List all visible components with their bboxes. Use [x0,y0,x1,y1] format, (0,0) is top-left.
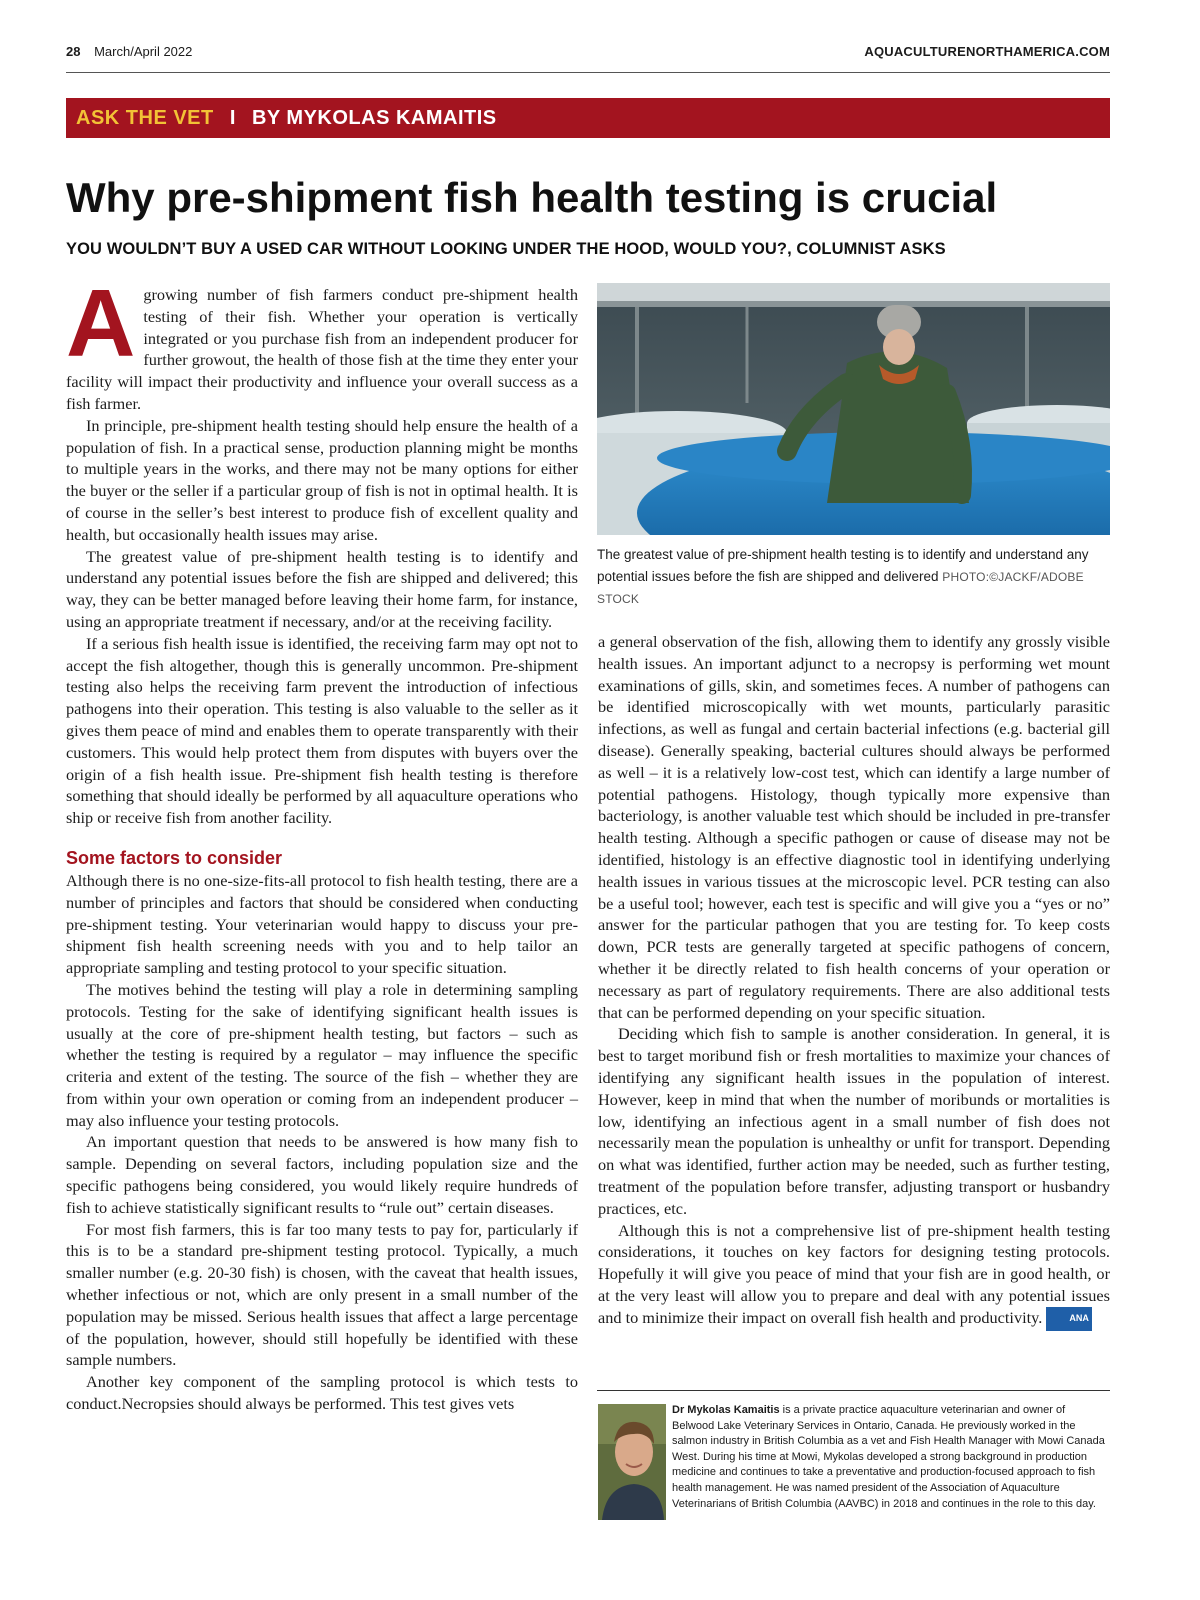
running-header [66,44,1110,73]
final-paragraph-text: Although this is not a comprehensive list of pre-shipment health testing considerations, it touches on key factors for designing testing protocols. Hopefully it will give you peace of mind that your fish are in good health, or at the very least will allow you to prepare and deal with any potential issues and to minimize their impact on overall fish health and productivity. [598,1220,1110,1327]
paragraph: Although there is no one-size-fits-all protocol to fish health testing, there are a number of principles and factors that should be considered when conducting pre-shipment testing. Your veterinarian would happy to discuss your pre-shipment fish health screening needs with you and to help tailor an appropriate sampling and testing protocol to your specific situation. [66,870,578,978]
fish-tank-photo-illustration [597,283,1110,535]
article-deck: YOU WOULDN’T BUY A USED CAR WITHOUT LOOKING UNDER THE HOOD, WOULD YOU?, COLUMNIST ASKS [66,240,946,258]
caption-text: The greatest value of pre-shipment health testing is to identify and understand any potential issues before the fish are shipped and delivered [597,547,1089,584]
site-url: AQUACULTURENORTHAMERICA.COM [864,44,1110,59]
paragraph: Deciding which fish to sample is another consideration. In general, it is best to target moribund fish or fresh mortalities to maximize your chances of identifying any significant health issues in the population of interest. However, keep in mind that when the number of moribunds or mortalities is low, identifying an infectious agent in a small number of fish does not necessarily mean the population is unhealthy or unfit for transport. Depending on what was identified, further action may be needed, such as further testing, treatment of the population before transfer, adjusting transport or husbandry practices, etc. [598,1024,1110,1218]
final-paragraph [598,1220,1110,1331]
paragraph: a general observation of the fish, allowing them to identify any grossly visible health issues. An important adjunct to a necropsy is performing wet mount examinations of gills, skin, and sometimes feces. A number of pathogens can be identified microscopically with wet mounts, particularly parasitic infections, as well as fungal and certain bacterial infections (e.g. bacterial gill disease). Generally speaking, bacterial cultures should always be performed as well – it is a relatively low-cost test, which can identify a large number of potential pathogens. Histology, though typically more expensive than bacteriology, is another valuable test which should be included in pre-transfer health testing. Although a specific pathogen or cause of disease may not be identified, histology is an effective diagnostic tool in identifying underlying health issues in various tissues at the microscopic level. PCR testing can also be a useful tool; however, each test is specific and will give you a “yes or no” answer for the particular pathogen that you are testing for. To keep costs down, PCR tests are generally targeted at specific pathogens of concern, whether it be directly related to fish health concerns of your operation or necessary as part of regulatory requirements. There are also additional tests that can be performed depending on your specific situation. [598,632,1110,1022]
paragraph: The motives behind the testing will play a role in determining sampling protocols. Testing for the sake of identifying significant health issues is usually at the core of pre-shipment health testing, but factors – such as whether the testing is required by a regulator – may influence the specific criteria and extent of the testing. The source of the fish – whether they are from within your own operation or coming from an independent producer – may also influence your testing protocols. [66,979,578,1130]
paragraph: Another key component of the sampling protocol is which tests to conduct.Necropsies should always be performed. This test gives vets [66,1372,578,1414]
byline: BY MYKOLAS KAMAITIS [251,107,497,129]
author-portrait-illustration [598,1404,666,1520]
photo-credit: PHOTO:©JACKF/ADOBE STOCK [597,570,1084,606]
author-bio [672,1403,1110,1512]
drop-cap: A [66,270,136,377]
issue-date: March/April 2022 [94,44,193,59]
section-banner [66,98,1110,138]
author-headshot [598,1404,666,1520]
page-number: 28 [66,44,81,59]
section-subhead: Some factors to consider [66,847,283,868]
article-title: Why pre-shipment fish health testing is crucial [66,174,998,221]
paragraph: growing number of fish farmers conduct pre-shipment health testing of their fish. Whether your operation is vertically integrated or you purchase fish from an independent producer for further growout, the health of those fish at the time they enter your facility will impact their productivity and influence your overall success as a fish farmer. [66,285,578,413]
paragraph: For most fish farmers, this is far too many tests to pay for, particularly if this is to be a standard pre-shipment testing protocol. Typically, a much smaller number (e.g. 20-30 fish) is chosen, with the caveat that health issues, whether infectious or not, which are only present in a small number of the population may be missed. Serious health issues that affect a large percentage of the population, however, should still hopefully be identified with these sample numbers. [66,1219,578,1370]
rubric-label: ASK THE VET [76,107,214,129]
end-mark-icon: ANA [1046,1307,1092,1331]
bio-text: is a private practice aquaculture veterinarian and owner of Belwood Lake Veterinary Services in Ontario, Canada. He previously worked in the salmon industry in British Columbia as a vet and Fish Health Manager with Mowi Canada West. During his time at Mowi, Mykolas developed a strong background in production medicine and continues to take a preventative and production-focused approach to fish health management. He was named president of the Association of Aquaculture Veterinarians of British Columbia (AAVBC) in 2018 and continues in the role to this day. [672,1404,1105,1510]
bio-divider [597,1390,1110,1391]
right-column [598,631,1110,1331]
paragraph: The greatest value of pre-shipment health testing is to identify and understand any potential issues before the fish are shipped and delivered; this way, they can be better managed before leaving their home farm, for instance, using an appropriate treatment if necessary, and/or at the receiving facility. [66,546,578,631]
photo-caption [597,544,1110,610]
paragraph: An important question that needs to be answered is how many fish to sample. Depending on several factors, including population size and the specific pathogens being considered, you would likely require hundreds of fish to achieve statistically significant results to “rule out” certain diseases. [66,1132,578,1217]
paragraph: In principle, pre-shipment health testing should help ensure the health of a population of fish. In a practical sense, production planning might be months to multiple years in the works, and there may not be many options for either the buyer or the seller if a particular group of fish is not in optimal health. It is of course in the seller’s best interest to produce fish of excellent quality and health, but occasionally health issues may arise. [66,415,578,544]
paragraph: If a serious fish health issue is identified, the receiving farm may opt not to accept the fish altogether, though this is generally uncommon. Pre-shipment testing also helps the receiving farm prevent the introduction of infectious pathogens into their operation. This testing is also valuable to the seller as it gives them peace of mind and enables them to operate transparently with their customers. This would help protect them from disputes with buyers over the origin of a fish health issue. Pre-shipment fish health testing is therefore something that should ideally be performed by all aquaculture operations who ship or receive fish from another facility. [66,633,578,828]
left-column [66,270,578,1415]
banner-separator: I [229,107,236,129]
author-name: Dr Mykolas Kamaitis [672,1404,780,1416]
article-photo [597,283,1110,535]
